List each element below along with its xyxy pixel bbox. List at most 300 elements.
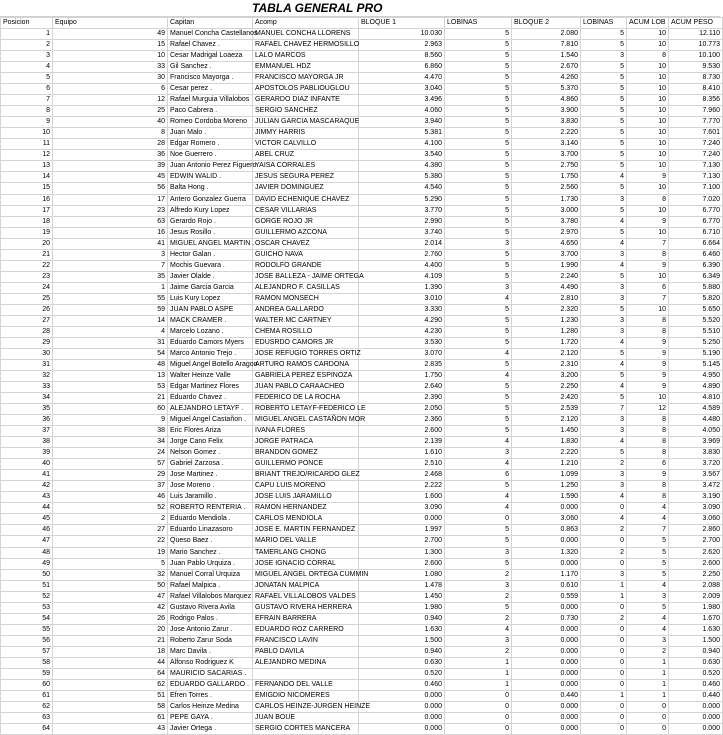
cell-bloque-1[interactable]: 2.760 xyxy=(359,249,445,260)
cell-equipo[interactable]: 7 xyxy=(53,260,168,271)
cell-posicion[interactable]: 28 xyxy=(1,326,53,337)
cell-acomp[interactable]: VICTOR CALVILLO xyxy=(253,139,359,150)
cell-lobinas-1[interactable]: 5 xyxy=(445,249,512,260)
cell-capitan[interactable]: Alfonso Rodriguez K xyxy=(168,657,253,668)
cell-lobinas-1[interactable]: 5 xyxy=(445,117,512,128)
cell-acum-peso[interactable]: 3.190 xyxy=(669,492,723,503)
cell-bloque-2[interactable]: 1.099 xyxy=(512,470,581,481)
cell-bloque-2[interactable]: 1.750 xyxy=(512,172,581,183)
cell-lobinas-2[interactable]: 4 xyxy=(581,492,627,503)
cell-acum-peso[interactable]: 3.472 xyxy=(669,481,723,492)
cell-bloque-2[interactable]: 3.830 xyxy=(512,117,581,128)
cell-acomp[interactable]: ALEJANDRO F. CASILLAS xyxy=(253,282,359,293)
cell-lobinas-1[interactable]: 5 xyxy=(445,183,512,194)
cell-bloque-1[interactable]: 2.963 xyxy=(359,40,445,51)
cell-acum-peso[interactable]: 8.356 xyxy=(669,95,723,106)
cell-acum-peso[interactable]: 5.880 xyxy=(669,282,723,293)
cell-lobinas-1[interactable]: 4 xyxy=(445,348,512,359)
cell-acum-lob[interactable]: 9 xyxy=(627,348,669,359)
cell-equipo[interactable]: 2 xyxy=(53,514,168,525)
cell-lobinas-1[interactable]: 4 xyxy=(445,624,512,635)
cell-bloque-2[interactable]: 3.200 xyxy=(512,371,581,382)
cell-posicion[interactable]: 54 xyxy=(1,613,53,624)
cell-bloque-2[interactable]: 0.000 xyxy=(512,724,581,735)
cell-acomp[interactable]: JUAN PABLO CARAACHEO xyxy=(253,382,359,393)
cell-acum-peso[interactable]: 3.830 xyxy=(669,448,723,459)
cell-bloque-2[interactable]: 4.490 xyxy=(512,282,581,293)
cell-lobinas-1[interactable]: 4 xyxy=(445,492,512,503)
cell-acum-lob[interactable]: 3 xyxy=(627,635,669,646)
cell-acum-peso[interactable]: 7.770 xyxy=(669,117,723,128)
cell-bloque-2[interactable]: 1.730 xyxy=(512,194,581,205)
cell-capitan[interactable]: Luis Kury Lopez xyxy=(168,293,253,304)
cell-acum-lob[interactable]: 3 xyxy=(627,591,669,602)
cell-capitan[interactable]: Marco Antonio Trejo . xyxy=(168,348,253,359)
cell-acum-lob[interactable]: 9 xyxy=(627,382,669,393)
cell-bloque-1[interactable]: 3.040 xyxy=(359,84,445,95)
cell-acum-peso[interactable]: 0.000 xyxy=(669,701,723,712)
cell-lobinas-1[interactable]: 4 xyxy=(445,293,512,304)
cell-lobinas-2[interactable]: 3 xyxy=(581,326,627,337)
cell-posicion[interactable]: 36 xyxy=(1,415,53,426)
cell-acomp[interactable]: MIGUEL ANGEL ORTEGA CUMMIN xyxy=(253,569,359,580)
cell-lobinas-1[interactable]: 5 xyxy=(445,404,512,415)
cell-equipo[interactable]: 58 xyxy=(53,701,168,712)
cell-posicion[interactable]: 47 xyxy=(1,536,53,547)
cell-equipo[interactable]: 6 xyxy=(53,84,168,95)
cell-capitan[interactable]: Cesar Madrigal Loaeza xyxy=(168,51,253,62)
cell-lobinas-1[interactable]: 2 xyxy=(445,591,512,602)
cell-equipo[interactable]: 4 xyxy=(53,326,168,337)
cell-acum-peso[interactable]: 5.250 xyxy=(669,337,723,348)
cell-bloque-1[interactable]: 2.139 xyxy=(359,437,445,448)
cell-lobinas-2[interactable]: 5 xyxy=(581,161,627,172)
cell-lobinas-2[interactable]: 0 xyxy=(581,668,627,679)
cell-acomp[interactable]: TAMERLANG CHONG xyxy=(253,547,359,558)
cell-lobinas-1[interactable]: 1 xyxy=(445,668,512,679)
cell-acum-peso[interactable]: 6.349 xyxy=(669,271,723,282)
cell-acum-lob[interactable]: 9 xyxy=(627,337,669,348)
cell-acomp[interactable]: FERNANDO DEL VALLE xyxy=(253,679,359,690)
cell-equipo[interactable]: 64 xyxy=(53,668,168,679)
cell-bloque-2[interactable]: 4.650 xyxy=(512,238,581,249)
cell-acum-peso[interactable]: 7.130 xyxy=(669,172,723,183)
cell-lobinas-2[interactable]: 3 xyxy=(581,470,627,481)
cell-acomp[interactable]: CESAR VILLARIAS xyxy=(253,205,359,216)
cell-bloque-2[interactable]: 1.320 xyxy=(512,547,581,558)
cell-acomp[interactable]: JOSE REFUGIO TORRES ORTIZ xyxy=(253,348,359,359)
cell-posicion[interactable]: 7 xyxy=(1,95,53,106)
cell-acomp[interactable]: GUICHO NAVA xyxy=(253,249,359,260)
cell-equipo[interactable]: 53 xyxy=(53,382,168,393)
cell-capitan[interactable]: Miguel Angel Botello Aragon xyxy=(168,359,253,370)
cell-acum-peso[interactable]: 10.100 xyxy=(669,51,723,62)
cell-acum-lob[interactable]: 5 xyxy=(627,547,669,558)
cell-bloque-1[interactable]: 1.080 xyxy=(359,569,445,580)
cell-bloque-1[interactable]: 2.510 xyxy=(359,459,445,470)
cell-posicion[interactable]: 2 xyxy=(1,40,53,51)
cell-acum-lob[interactable]: 10 xyxy=(627,150,669,161)
cell-acomp[interactable]: FRANCISCO MAYORGA JR xyxy=(253,73,359,84)
cell-acomp[interactable]: MARIO DEL VALLE xyxy=(253,536,359,547)
cell-capitan[interactable]: JUAN PABLO ASPE xyxy=(168,304,253,315)
cell-bloque-1[interactable]: 5.290 xyxy=(359,194,445,205)
cell-equipo[interactable]: 63 xyxy=(53,216,168,227)
cell-acomp[interactable]: FEDERICO DE LA ROCHA xyxy=(253,393,359,404)
cell-bloque-2[interactable]: 1.990 xyxy=(512,260,581,271)
cell-capitan[interactable]: Rodrigo Palos . xyxy=(168,613,253,624)
cell-equipo[interactable]: 33 xyxy=(53,62,168,73)
cell-equipo[interactable]: 30 xyxy=(53,73,168,84)
cell-lobinas-2[interactable]: 5 xyxy=(581,73,627,84)
cell-acum-peso[interactable]: 4.950 xyxy=(669,371,723,382)
cell-lobinas-1[interactable]: 2 xyxy=(445,569,512,580)
cell-bloque-2[interactable]: 0.440 xyxy=(512,690,581,701)
cell-posicion[interactable]: 60 xyxy=(1,679,53,690)
cell-lobinas-1[interactable]: 5 xyxy=(445,393,512,404)
cell-bloque-2[interactable]: 0.000 xyxy=(512,712,581,723)
cell-bloque-1[interactable]: 2.990 xyxy=(359,216,445,227)
cell-posicion[interactable]: 64 xyxy=(1,724,53,735)
cell-posicion[interactable]: 34 xyxy=(1,393,53,404)
header-bloque-2[interactable]: BLOQUE 2 xyxy=(512,18,581,29)
cell-lobinas-2[interactable]: 0 xyxy=(581,701,627,712)
cell-posicion[interactable]: 49 xyxy=(1,558,53,569)
cell-bloque-2[interactable]: 2.120 xyxy=(512,348,581,359)
cell-acum-lob[interactable]: 4 xyxy=(627,624,669,635)
cell-acum-lob[interactable]: 9 xyxy=(627,260,669,271)
cell-bloque-2[interactable]: 2.560 xyxy=(512,183,581,194)
cell-lobinas-1[interactable]: 3 xyxy=(445,580,512,591)
cell-capitan[interactable]: Eric Flores Ariza xyxy=(168,426,253,437)
cell-posicion[interactable]: 63 xyxy=(1,712,53,723)
cell-acomp[interactable]: SERGIO SANCHEZ xyxy=(253,106,359,117)
cell-acum-lob[interactable]: 10 xyxy=(627,62,669,73)
cell-acum-lob[interactable]: 1 xyxy=(627,657,669,668)
cell-bloque-1[interactable]: 0.000 xyxy=(359,514,445,525)
cell-acomp[interactable]: EMMANUEL HDZ xyxy=(253,62,359,73)
cell-posicion[interactable]: 59 xyxy=(1,668,53,679)
cell-bloque-1[interactable]: 2.835 xyxy=(359,359,445,370)
cell-posicion[interactable]: 48 xyxy=(1,547,53,558)
cell-acum-peso[interactable]: 4.810 xyxy=(669,393,723,404)
cell-bloque-1[interactable]: 1.478 xyxy=(359,580,445,591)
cell-bloque-1[interactable]: 0.630 xyxy=(359,657,445,668)
cell-acum-peso[interactable]: 0.520 xyxy=(669,668,723,679)
cell-bloque-2[interactable]: 3.000 xyxy=(512,205,581,216)
cell-posicion[interactable]: 27 xyxy=(1,315,53,326)
cell-acum-peso[interactable]: 6.460 xyxy=(669,249,723,260)
cell-lobinas-2[interactable]: 4 xyxy=(581,337,627,348)
cell-bloque-1[interactable]: 3.940 xyxy=(359,117,445,128)
cell-equipo[interactable]: 12 xyxy=(53,95,168,106)
cell-acum-peso[interactable]: 4.589 xyxy=(669,404,723,415)
cell-posicion[interactable]: 57 xyxy=(1,646,53,657)
cell-lobinas-2[interactable]: 0 xyxy=(581,646,627,657)
cell-acum-peso[interactable]: 6.390 xyxy=(669,260,723,271)
cell-acum-lob[interactable]: 4 xyxy=(627,514,669,525)
cell-acum-lob[interactable]: 9 xyxy=(627,216,669,227)
cell-acomp[interactable]: ALEJANDRO MEDINA xyxy=(253,657,359,668)
cell-acomp[interactable]: ANDREA GALLARDO xyxy=(253,304,359,315)
cell-lobinas-1[interactable]: 5 xyxy=(445,216,512,227)
cell-acomp[interactable]: CAPU LUIS MORENO xyxy=(253,481,359,492)
cell-equipo[interactable]: 15 xyxy=(53,40,168,51)
cell-equipo[interactable]: 8 xyxy=(53,128,168,139)
header-acomp[interactable]: Acomp xyxy=(253,18,359,29)
cell-equipo[interactable]: 56 xyxy=(53,183,168,194)
cell-posicion[interactable]: 20 xyxy=(1,238,53,249)
cell-posicion[interactable]: 39 xyxy=(1,448,53,459)
cell-acum-lob[interactable]: 8 xyxy=(627,415,669,426)
cell-lobinas-1[interactable]: 5 xyxy=(445,40,512,51)
cell-bloque-2[interactable]: 1.230 xyxy=(512,315,581,326)
cell-capitan[interactable]: Rafael Murguia Villalobos xyxy=(168,95,253,106)
cell-posicion[interactable]: 1 xyxy=(1,29,53,40)
cell-acomp[interactable]: EFRAIN BARRERA xyxy=(253,613,359,624)
cell-acum-lob[interactable]: 10 xyxy=(627,227,669,238)
cell-lobinas-2[interactable]: 2 xyxy=(581,547,627,558)
cell-capitan[interactable]: Javier Ortega . xyxy=(168,724,253,735)
cell-posicion[interactable]: 8 xyxy=(1,106,53,117)
cell-acum-peso[interactable]: 9.530 xyxy=(669,62,723,73)
cell-lobinas-1[interactable]: 0 xyxy=(445,690,512,701)
cell-bloque-2[interactable]: 2.220 xyxy=(512,128,581,139)
cell-lobinas-2[interactable]: 4 xyxy=(581,172,627,183)
cell-lobinas-2[interactable]: 0 xyxy=(581,679,627,690)
cell-bloque-2[interactable]: 7.810 xyxy=(512,40,581,51)
cell-posicion[interactable]: 17 xyxy=(1,205,53,216)
cell-posicion[interactable]: 14 xyxy=(1,172,53,183)
cell-acum-peso[interactable]: 10.773 xyxy=(669,40,723,51)
cell-equipo[interactable]: 9 xyxy=(53,415,168,426)
cell-lobinas-2[interactable]: 1 xyxy=(581,591,627,602)
cell-acomp[interactable]: WALTER MC CARTNEY xyxy=(253,315,359,326)
cell-posicion[interactable]: 52 xyxy=(1,591,53,602)
cell-acum-lob[interactable]: 8 xyxy=(627,448,669,459)
cell-capitan[interactable]: PEPE GAYA . xyxy=(168,712,253,723)
cell-lobinas-2[interactable]: 4 xyxy=(581,514,627,525)
cell-acum-peso[interactable]: 3.567 xyxy=(669,470,723,481)
cell-posicion[interactable]: 13 xyxy=(1,161,53,172)
cell-equipo[interactable]: 19 xyxy=(53,547,168,558)
cell-capitan[interactable]: Miguel Angel Castañon . xyxy=(168,415,253,426)
cell-posicion[interactable]: 58 xyxy=(1,657,53,668)
cell-acomp[interactable]: ARTURO RAMOS CARDONA xyxy=(253,359,359,370)
cell-capitan[interactable]: Jose Martinez . xyxy=(168,470,253,481)
cell-equipo[interactable]: 10 xyxy=(53,51,168,62)
cell-lobinas-1[interactable]: 2 xyxy=(445,646,512,657)
cell-equipo[interactable]: 45 xyxy=(53,172,168,183)
cell-acum-lob[interactable]: 1 xyxy=(627,690,669,701)
cell-lobinas-2[interactable]: 5 xyxy=(581,205,627,216)
cell-bloque-1[interactable]: 1.300 xyxy=(359,547,445,558)
cell-acum-peso[interactable]: 1.500 xyxy=(669,635,723,646)
cell-acum-peso[interactable]: 6.770 xyxy=(669,205,723,216)
cell-equipo[interactable]: 26 xyxy=(53,613,168,624)
cell-bloque-1[interactable]: 2.222 xyxy=(359,481,445,492)
header-acum-lob[interactable]: ACUM LOB xyxy=(627,18,669,29)
cell-posicion[interactable]: 40 xyxy=(1,459,53,470)
cell-acomp[interactable]: RAFAEL VILLALOBOS VALDES xyxy=(253,591,359,602)
cell-equipo[interactable]: 20 xyxy=(53,624,168,635)
cell-bloque-2[interactable]: 2.250 xyxy=(512,382,581,393)
cell-posicion[interactable]: 61 xyxy=(1,690,53,701)
cell-equipo[interactable]: 27 xyxy=(53,525,168,536)
cell-lobinas-2[interactable]: 5 xyxy=(581,371,627,382)
cell-lobinas-2[interactable]: 0 xyxy=(581,657,627,668)
cell-acomp[interactable]: FRANCISCO LAVIN xyxy=(253,635,359,646)
cell-acum-peso[interactable]: 6.664 xyxy=(669,238,723,249)
cell-equipo[interactable]: 17 xyxy=(53,194,168,205)
cell-bloque-2[interactable]: 0.000 xyxy=(512,657,581,668)
cell-acum-peso[interactable]: 8.730 xyxy=(669,73,723,84)
cell-capitan[interactable]: Gustavo Rivera Avila xyxy=(168,602,253,613)
cell-posicion[interactable]: 9 xyxy=(1,117,53,128)
cell-lobinas-2[interactable]: 3 xyxy=(581,249,627,260)
cell-bloque-1[interactable]: 4.470 xyxy=(359,73,445,84)
cell-posicion[interactable]: 18 xyxy=(1,216,53,227)
cell-acomp[interactable]: GUILLERMO AZCONA xyxy=(253,227,359,238)
cell-bloque-1[interactable]: 3.070 xyxy=(359,348,445,359)
cell-bloque-2[interactable]: 0.000 xyxy=(512,602,581,613)
cell-equipo[interactable]: 47 xyxy=(53,591,168,602)
cell-bloque-1[interactable]: 5.381 xyxy=(359,128,445,139)
cell-lobinas-2[interactable]: 3 xyxy=(581,481,627,492)
cell-lobinas-2[interactable]: 0 xyxy=(581,724,627,735)
cell-posicion[interactable]: 23 xyxy=(1,271,53,282)
cell-lobinas-1[interactable]: 5 xyxy=(445,227,512,238)
cell-acum-peso[interactable]: 2.620 xyxy=(669,547,723,558)
cell-acum-peso[interactable]: 7.240 xyxy=(669,139,723,150)
cell-acomp[interactable]: EDUARDO ROZ CARRERO xyxy=(253,624,359,635)
cell-lobinas-2[interactable]: 0 xyxy=(581,712,627,723)
cell-equipo[interactable]: 29 xyxy=(53,470,168,481)
cell-bloque-2[interactable]: 1.170 xyxy=(512,569,581,580)
cell-bloque-2[interactable]: 1.590 xyxy=(512,492,581,503)
cell-bloque-1[interactable]: 0.000 xyxy=(359,712,445,723)
cell-lobinas-2[interactable]: 0 xyxy=(581,635,627,646)
cell-posicion[interactable]: 26 xyxy=(1,304,53,315)
cell-bloque-1[interactable]: 3.090 xyxy=(359,503,445,514)
cell-lobinas-1[interactable]: 1 xyxy=(445,657,512,668)
cell-acum-lob[interactable]: 0 xyxy=(627,701,669,712)
cell-lobinas-1[interactable]: 5 xyxy=(445,84,512,95)
cell-acum-peso[interactable]: 5.145 xyxy=(669,359,723,370)
cell-equipo[interactable]: 23 xyxy=(53,205,168,216)
cell-lobinas-1[interactable]: 5 xyxy=(445,62,512,73)
cell-capitan[interactable]: ALEJANDRO LETAYF . xyxy=(168,404,253,415)
cell-equipo[interactable]: 35 xyxy=(53,271,168,282)
cell-lobinas-1[interactable]: 5 xyxy=(445,161,512,172)
cell-capitan[interactable]: EDWIN WALID . xyxy=(168,172,253,183)
cell-acum-lob[interactable]: 9 xyxy=(627,470,669,481)
cell-posicion[interactable]: 22 xyxy=(1,260,53,271)
cell-acum-lob[interactable]: 0 xyxy=(627,712,669,723)
cell-equipo[interactable]: 39 xyxy=(53,161,168,172)
cell-bloque-2[interactable]: 0.000 xyxy=(512,635,581,646)
cell-lobinas-2[interactable]: 5 xyxy=(581,128,627,139)
cell-bloque-1[interactable]: 4.109 xyxy=(359,271,445,282)
cell-bloque-1[interactable]: 3.530 xyxy=(359,337,445,348)
cell-lobinas-1[interactable]: 5 xyxy=(445,536,512,547)
cell-acum-lob[interactable]: 4 xyxy=(627,503,669,514)
cell-posicion[interactable]: 41 xyxy=(1,470,53,481)
cell-acum-lob[interactable]: 10 xyxy=(627,393,669,404)
cell-bloque-2[interactable]: 3.140 xyxy=(512,139,581,150)
cell-bloque-1[interactable]: 1.750 xyxy=(359,371,445,382)
cell-equipo[interactable]: 31 xyxy=(53,337,168,348)
cell-lobinas-1[interactable]: 3 xyxy=(445,547,512,558)
cell-lobinas-1[interactable]: 5 xyxy=(445,558,512,569)
cell-bloque-2[interactable]: 0.000 xyxy=(512,646,581,657)
cell-acomp[interactable]: SERGIO CORTES MANCERA xyxy=(253,724,359,735)
cell-equipo[interactable]: 40 xyxy=(53,117,168,128)
cell-posicion[interactable]: 6 xyxy=(1,84,53,95)
cell-bloque-2[interactable]: 2.240 xyxy=(512,271,581,282)
cell-acum-lob[interactable]: 5 xyxy=(627,558,669,569)
cell-capitan[interactable]: EDUARDO GALLARDO . xyxy=(168,679,253,690)
cell-capitan[interactable]: Eduardo Chavez . xyxy=(168,393,253,404)
cell-bloque-2[interactable]: 2.310 xyxy=(512,359,581,370)
cell-capitan[interactable]: Efren Torres . xyxy=(168,690,253,701)
cell-acomp[interactable]: JOSE E. MARTIN FERNANDEZ xyxy=(253,525,359,536)
header-acum-peso[interactable]: ACUM PESO xyxy=(669,18,723,29)
cell-capitan[interactable]: Manuel Corral Urquiza xyxy=(168,569,253,580)
cell-acum-lob[interactable]: 9 xyxy=(627,371,669,382)
cell-capitan[interactable]: Eduardo Mendiola . xyxy=(168,514,253,525)
cell-bloque-2[interactable]: 0.000 xyxy=(512,679,581,690)
cell-bloque-2[interactable]: 1.210 xyxy=(512,459,581,470)
cell-acomp[interactable]: PABLO DAVILA xyxy=(253,646,359,657)
cell-acum-lob[interactable]: 8 xyxy=(627,315,669,326)
cell-acum-peso[interactable]: 8.410 xyxy=(669,84,723,95)
cell-acomp[interactable]: ROBERTO LETAYF-FEDERICO LE xyxy=(253,404,359,415)
cell-lobinas-1[interactable]: 5 xyxy=(445,602,512,613)
cell-acum-lob[interactable]: 8 xyxy=(627,326,669,337)
cell-lobinas-2[interactable]: 1 xyxy=(581,580,627,591)
cell-capitan[interactable]: Rafael Malpica . xyxy=(168,580,253,591)
cell-acum-lob[interactable]: 10 xyxy=(627,304,669,315)
cell-acum-lob[interactable]: 5 xyxy=(627,569,669,580)
cell-lobinas-2[interactable]: 5 xyxy=(581,183,627,194)
cell-equipo[interactable]: 60 xyxy=(53,404,168,415)
cell-bloque-1[interactable]: 1.630 xyxy=(359,624,445,635)
cell-capitan[interactable]: Francisco Mayorga . xyxy=(168,73,253,84)
cell-bloque-1[interactable]: 8.560 xyxy=(359,51,445,62)
cell-lobinas-1[interactable]: 1 xyxy=(445,679,512,690)
cell-bloque-1[interactable]: 4.060 xyxy=(359,106,445,117)
cell-bloque-1[interactable]: 3.496 xyxy=(359,95,445,106)
cell-bloque-1[interactable]: 4.400 xyxy=(359,260,445,271)
cell-bloque-2[interactable]: 1.250 xyxy=(512,481,581,492)
cell-posicion[interactable]: 51 xyxy=(1,580,53,591)
cell-bloque-1[interactable]: 4.380 xyxy=(359,161,445,172)
cell-acomp[interactable]: GERARDO DIAZ INFANTE xyxy=(253,95,359,106)
cell-acomp[interactable]: DAVID ECHENIQUE CHAVEZ xyxy=(253,194,359,205)
cell-lobinas-1[interactable]: 4 xyxy=(445,503,512,514)
cell-bloque-1[interactable]: 0.000 xyxy=(359,724,445,735)
cell-bloque-2[interactable]: 2.080 xyxy=(512,29,581,40)
cell-bloque-1[interactable]: 4.230 xyxy=(359,326,445,337)
cell-bloque-2[interactable]: 3.700 xyxy=(512,249,581,260)
cell-lobinas-1[interactable]: 0 xyxy=(445,701,512,712)
cell-acum-lob[interactable]: 8 xyxy=(627,194,669,205)
cell-equipo[interactable]: 18 xyxy=(53,646,168,657)
cell-bloque-2[interactable]: 5.370 xyxy=(512,84,581,95)
cell-acum-peso[interactable]: 3.720 xyxy=(669,459,723,470)
cell-lobinas-2[interactable]: 5 xyxy=(581,62,627,73)
